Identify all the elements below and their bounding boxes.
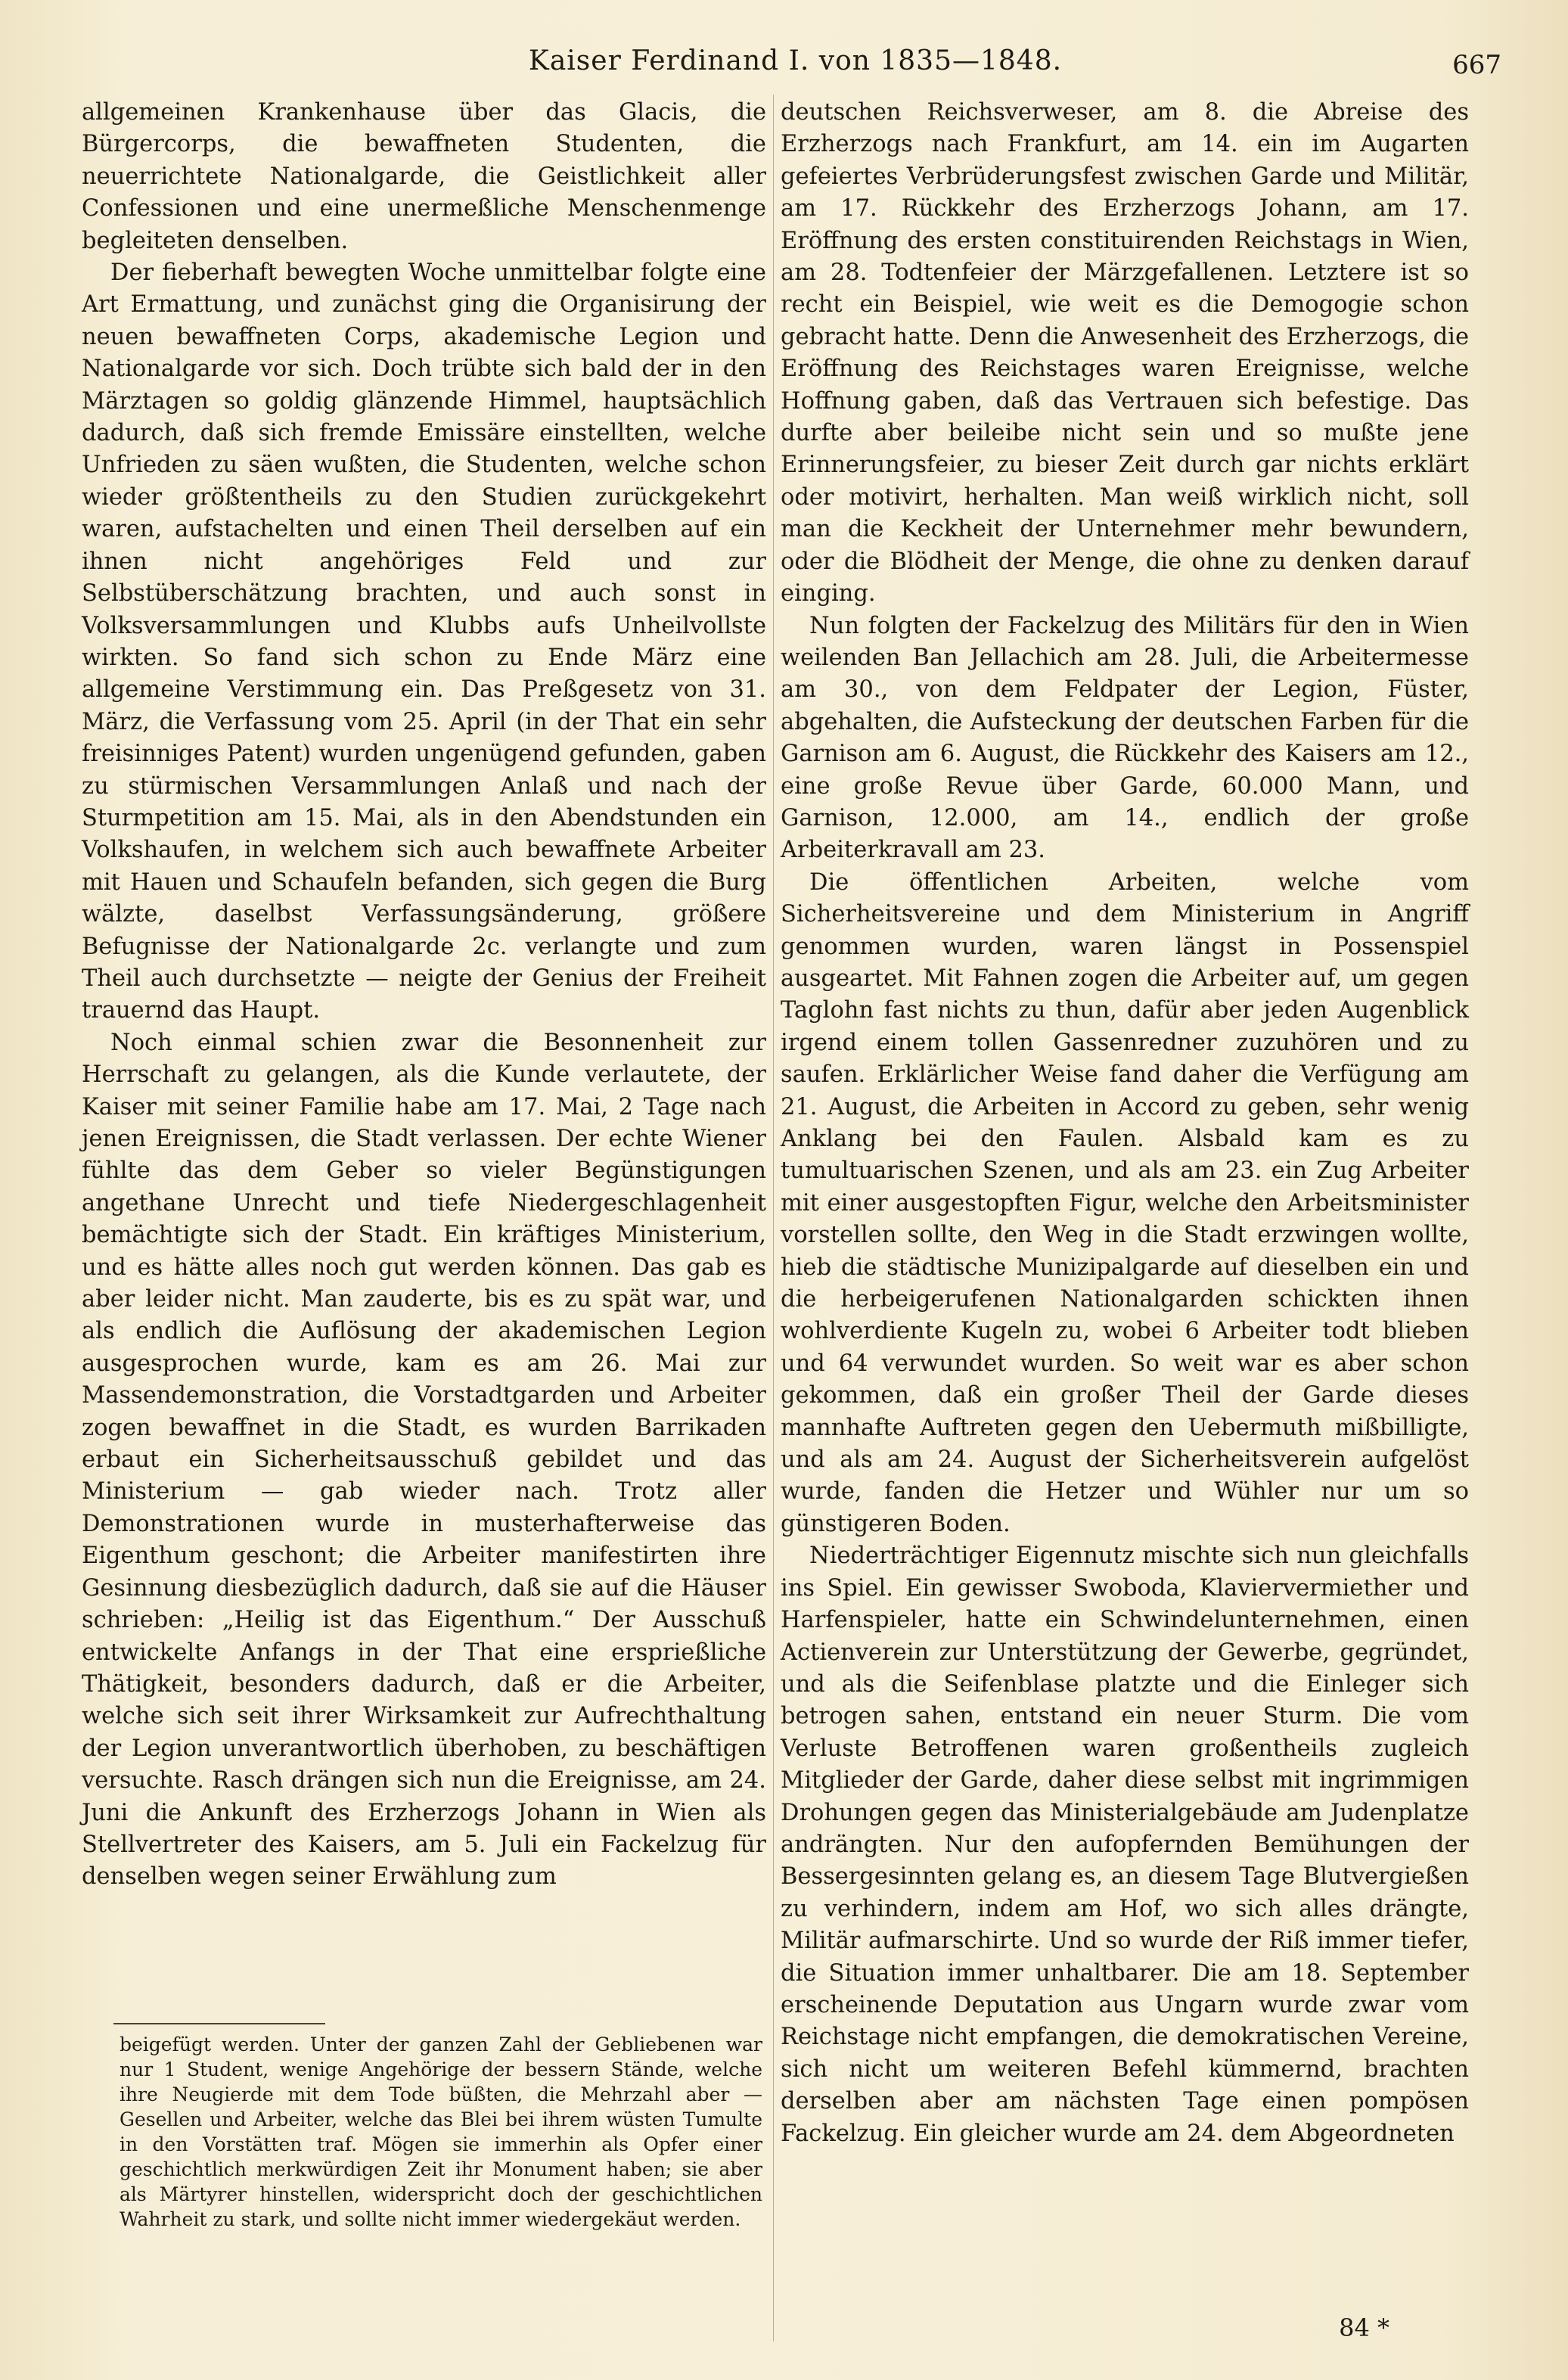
paragraph: Nun folgten der Fackelzug des Militärs für den in Wien weilenden Ban Jellachich am 28. Juli, die Arbeitermesse am 30., von dem Feldpater der Legion, Füster, abgehalten, die Aufsteckung der deutschen Farben für die Garnison am 6. August, die Rückkehr des Kaisers am 12., eine große Revue über Garde, 60.000 Mann, und Garnison, 12.000, am 14., endlich der große Arbeiterkravall am 23.: [781, 612, 1469, 864]
page-number: 667: [1452, 50, 1501, 80]
footnote: beigefügt werden. Unter der ganzen Zahl der Gebliebenen war nur 1 Student, wenige Angehörige der bessern Stände, welche ihre Neugierde mit dem Tode büßten, die Mehrzahl aber — Gesellen und Arbeiter, welche das Blei bei ihrem wüsten Tumulte in den Vorstätten traf. Mögen sie immerhin als Opfer einer geschichtlich merkwürdigen Zeit ihr Monument haben; sie aber als Märtyrer hinstellen, widerspricht doch der geschichtlichen Wahrheit zu stark, und sollte nicht immer wiedergekäut werden.: [120, 2034, 762, 2230]
running-title: Kaiser Ferdinand I. von 1835—1848.: [528, 45, 1063, 76]
left-column: [82, 97, 766, 1894]
footnote-rule: [113, 2023, 325, 2024]
paragraph: Noch einmal schien zwar die Besonnenheit zur Herrschaft zu gelangen, als die Kunde verlautete, der Kaiser mit seiner Familie habe am 17. Mai, 2 Tage nach jenen Ereignissen, die Stadt verlassen. Der echte Wiener fühlte das dem Geber so vieler Begünstigungen angethane Unrecht und tiefe Niedergeschlagenheit bemächtigte sich der Stadt. Ein kräftiges Ministerium, und es hätte alles noch gut werden können. Das gab es aber leider nicht. Man zauderte, bis es zu spät war, und als endlich die Auflösung der akademischen Legion ausgesprochen wurde, kam es am 26. Mai zur Massendemonstration, die Vorstadtgarden und Arbeiter zogen bewaffnet in die Stadt, es wurden Barrikaden erbaut ein Sicherheitsausschuß gebildet und das Ministerium — gab wieder nach. Trotz aller Demonstrationen wurde in musterhafterweise das Eigenthum geschont; die Arbeiter manifestirten ihre Gesinnung diesbezüglich dadurch, daß sie auf die Häuser schrieben: „Heilig ist das Eigenthum.“ Der Ausschuß entwickelte Anfangs in der That eine ersprießliche Thätigkeit, besonders dadurch, daß er die Arbeiter, welche sich seit ihrer Wirksamkeit zur Aufrechthaltung der Legion unverantwortlich überhoben, zu beschäftigen versuchte. Rasch drängen sich nun die Ereignisse, am 24. Juni die Ankunft des Erzherzogs Johann in Wien als Stellvertreter des Kaisers, am 5. Juli ein Fackelzug für denselben wegen seiner Erwählung zum: [82, 1029, 766, 1891]
signature-mark: 84 *: [1339, 2313, 1389, 2342]
paragraph: deutschen Reichsverweser, am 8. die Abreise des Erzherzogs nach Frankfurt, am 14. ein im Augarten gefeiertes Verbrüderungsfest zwischen Garde und Militär, am 17. Rückkehr des Erzherzogs Johann, am 17. Eröffnung des ersten constituirenden Reichstags in Wien, am 28. Todtenfeier der Märzgefallenen. Letztere ist so recht ein Beispiel, wie weit es die Demogogie schon gebracht hatte. Denn die Anwesenheit des Erzherzogs, die Eröffnung des Reichstages waren Ereignisse, welche Hoffnung gaben, daß das Vertrauen sich befestige. Das durfte aber beileibe nicht sein und so mußte jene Erinnerungsfeier, zu bieser Zeit durch gar nichts erklärt oder motivirt, herhalten. Man weiß wirklich nicht, soll man die Keckheit der Unternehmer mehr bewundern, oder die Blödheit der Menge, die ohne zu denken darauf einging.: [781, 99, 1469, 607]
column-divider: [773, 95, 774, 2341]
paragraph: Der fieberhaft bewegten Woche unmittelbar folgte eine Art Ermattung, und zunächst ging die Organisirung der neuen bewaffneten Corps, akademische Legion und Nationalgarde vor sich. Doch trübte sich bald der in den Märztagen so goldig glänzende Himmel, hauptsächlich dadurch, daß sich fremde Emissäre einstellten, welche Unfrieden zu säen wußten, die Studenten, welche schon wieder größtentheils zu den Studien zurückgekehrt waren, aufstachelten und einen Theil derselben auf ein ihnen nicht angehöriges Feld und zur Selbstüberschätzung brachten, und auch sonst in Volksversammlungen und Klubbs aufs Unheilvollste wirkten. So fand sich schon zu Ende März eine allgemeine Verstimmung ein. Das Preßgesetz von 31. März, die Verfassung vom 25. April (in der That ein sehr freisinniges Patent) wurden ungenügend gefunden, gaben zu stürmischen Versammlungen Anlaß und nach der Sturmpetition am 15. Mai, als in den Abendstunden ein Volkshaufen, in welchem sich auch bewaffnete Arbeiter mit Hauen und Schaufeln befanden, sich gegen die Burg wälzte, daselbst Verfassungsänderung, größere Befugnisse der Nationalgarde 2c. verlangte und zum Theil auch durchsetzte — neigte der Genius der Freiheit trauernd das Haupt.: [82, 259, 766, 1024]
paragraph: Die öffentlichen Arbeiten, welche vom Sicherheitsvereine und dem Ministerium in Angriff genommen wurden, waren längst in Possenspiel ausgeartet. Mit Fahnen zogen die Arbeiter auf, um gegen Taglohn fast nichts zu thun, dafür aber jeden Augenblick irgend einem tollen Gassenredner zuzuhören und zu saufen. Erklärlicher Weise fand daher die Verfügung am 21. August, die Arbeiten in Accord zu geben, sehr wenig Anklang bei den Faulen. Alsbald kam es zu tumultuarischen Szenen, und als am 23. ein Zug Arbeiter mit einer ausgestopften Figur, welche den Arbeitsminister vorstellen sollte, den Weg in die Stadt erzwingen wollte, hieb die städtische Munizipalgarde auf dieselben ein und die herbeigerufenen Nationalgarden schickten ihnen wohlverdiente Kugeln zu, wobei 6 Arbeiter todt blieben und 64 verwundet wurden. So weit war es aber schon gekommen, daß ein großer Theil der Garde dieses mannhafte Auftreten gegen den Uebermuth mißbilligte, und als am 24. August der Sicherheitsverein aufgelöst wurde, fanden die Hetzer und Wühler nur um so günstigeren Boden.: [781, 868, 1469, 1537]
right-column: [781, 97, 1469, 2150]
paragraph: Niederträchtiger Eigennutz mischte sich nun gleichfalls ins Spiel. Ein gewisser Swoboda, Klaviervermiether und Harfenspieler, hatte ein Schwindelunternehmen, einen Actienverein zur Unterstützung der Gewerbe, gegründet, und als die Seifenblase platzte und die Einleger sich betrogen sahen, entstand ein neuer Sturm. Die vom Verluste Betroffenen waren großentheils zugleich Mitglieder der Garde, daher diese selbst mit ingrimmigen Drohungen gegen das Ministerialgebäude am Judenplatze andrängten. Nur den aufopfernden Bemühungen der Bessergesinnten gelang es, an diesem Tage Blutvergießen zu verhindern, indem am Hof, wo sich alles drängte, Militär aufmarschirte. Und so wurde der Riß immer tiefer, die Situation immer unhaltbarer. Die am 18. September erscheinende Deputation aus Ungarn wurde zwar vom Reichstage nicht empfangen, die demokratischen Vereine, sich nicht um weiteren Befehl kümmernd, brachten derselben aber am nächsten Tage einen pompösen Fackelzug. Ein gleicher wurde am 24. dem Abgeordneten: [781, 1543, 1469, 2147]
page-header: [76, 39, 1515, 85]
paragraph: allgemeinen Krankenhause über das Glacis, die Bürgercorps, die bewaffneten Studenten, die neuerrichtete Nationalgarde, die Geistlichkeit aller Confessionen und eine unermeßliche Menschenmenge begleiteten denselben.: [82, 99, 766, 254]
